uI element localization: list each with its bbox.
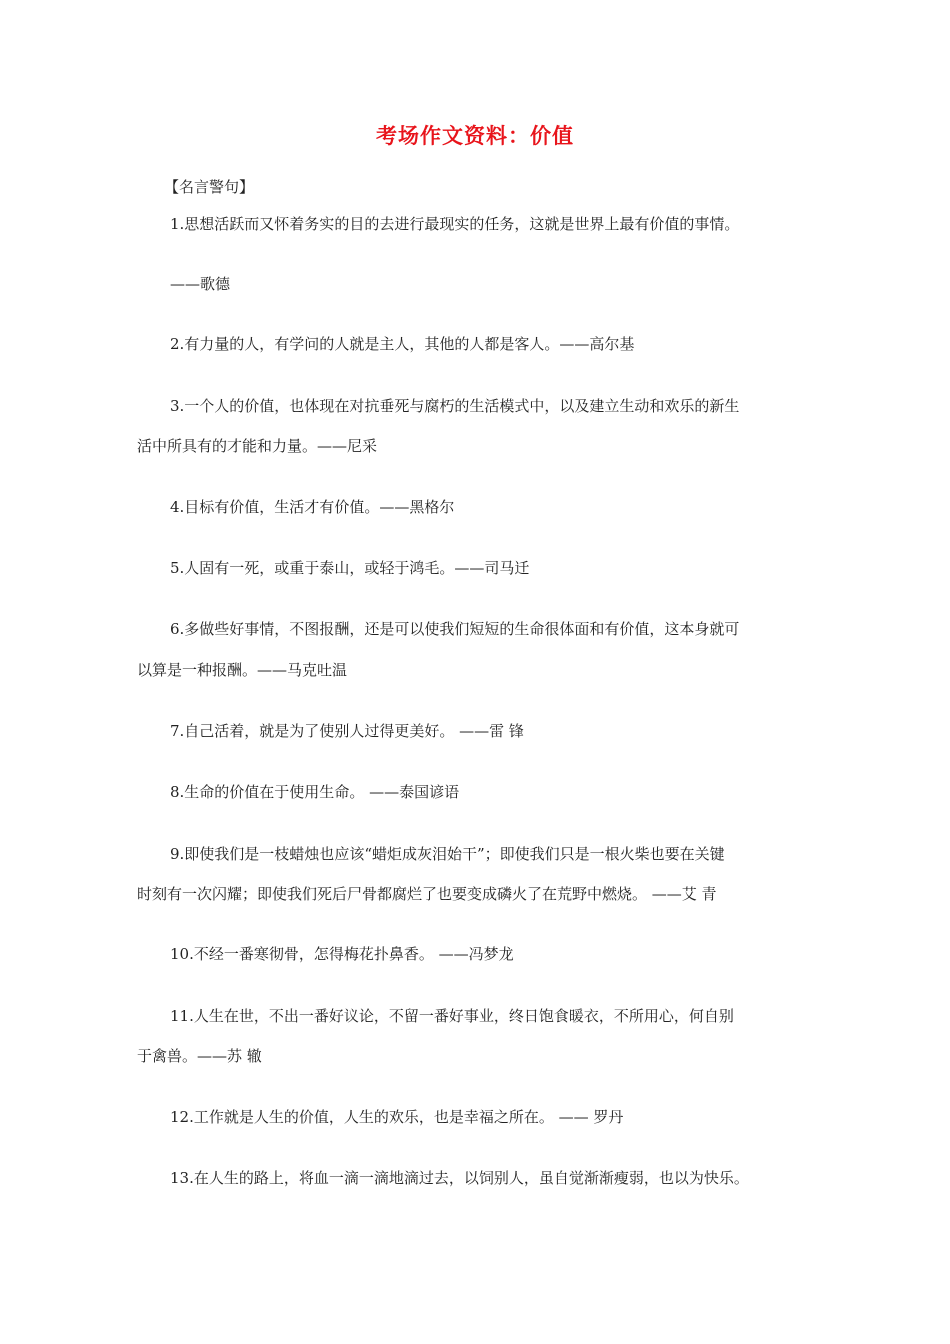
quote-13-line-1: 13.在人生的路上，将血一滴一滴地滴过去，以饲别人，虽自觉渐渐瘦弱，也以为快乐。 <box>170 1169 749 1187</box>
quote-3-line-2: 活中所具有的才能和力量。——尼采 <box>137 437 378 455</box>
quote-7-line-1: 7.自己活着，就是为了使别人过得更美好。 ——雷 锋 <box>170 722 524 740</box>
quote-4-line-1: 4.目标有价值，生活才有价值。——黑格尔 <box>170 498 455 516</box>
quote-6-line-2: 以算是一种报酬。——马克吐温 <box>137 661 348 679</box>
quote-1-line-2: ——歌德 <box>170 275 231 293</box>
quote-1-line-1: 1.思想活跃而又怀着务实的目的去进行最现实的任务，这就是世界上最有价值的事情。 <box>170 215 740 233</box>
quote-11-line-2: 于禽兽。——苏 辙 <box>137 1047 262 1065</box>
quote-8-line-1: 8.生命的价值在于使用生命。 ——泰国谚语 <box>170 783 460 801</box>
quote-5-line-1: 5.人固有一死，或重于泰山，或轻于鸿毛。——司马迁 <box>170 559 530 577</box>
quote-12-line-1: 12.工作就是人生的价值，人生的欢乐，也是幸福之所在。 —— 罗丹 <box>170 1108 624 1126</box>
quote-9-line-2: 时刻有一次闪耀；即使我们死后尸骨都腐烂了也要变成磷火了在荒野中燃烧。 ——艾 青 <box>137 885 717 903</box>
section-heading: 【名言警句】 <box>164 178 255 196</box>
quote-6-line-1: 6.多做些好事情，不图报酬，还是可以使我们短短的生命很体面和有价值，这本身就可 <box>170 620 740 638</box>
page-title: 考场作文资料：价值 <box>376 123 574 148</box>
quote-3-line-1: 3.一个人的价值，也体现在对抗垂死与腐朽的生活模式中，以及建立生动和欢乐的新生 <box>170 397 740 415</box>
quote-2-line-1: 2.有力量的人，有学问的人就是主人，其他的人都是客人。——高尔基 <box>170 335 635 353</box>
quote-9-line-1: 9.即使我们是一枝蜡烛也应该“蜡炬成灰泪始干”；即使我们只是一根火柴也要在关键 <box>170 845 725 863</box>
quote-10-line-1: 10.不经一番寒彻骨，怎得梅花扑鼻香。 ——冯梦龙 <box>170 945 514 963</box>
quote-11-line-1: 11.人生在世，不出一番好议论，不留一番好事业，终日饱食暖衣，不所用心，何自别 <box>170 1007 734 1025</box>
